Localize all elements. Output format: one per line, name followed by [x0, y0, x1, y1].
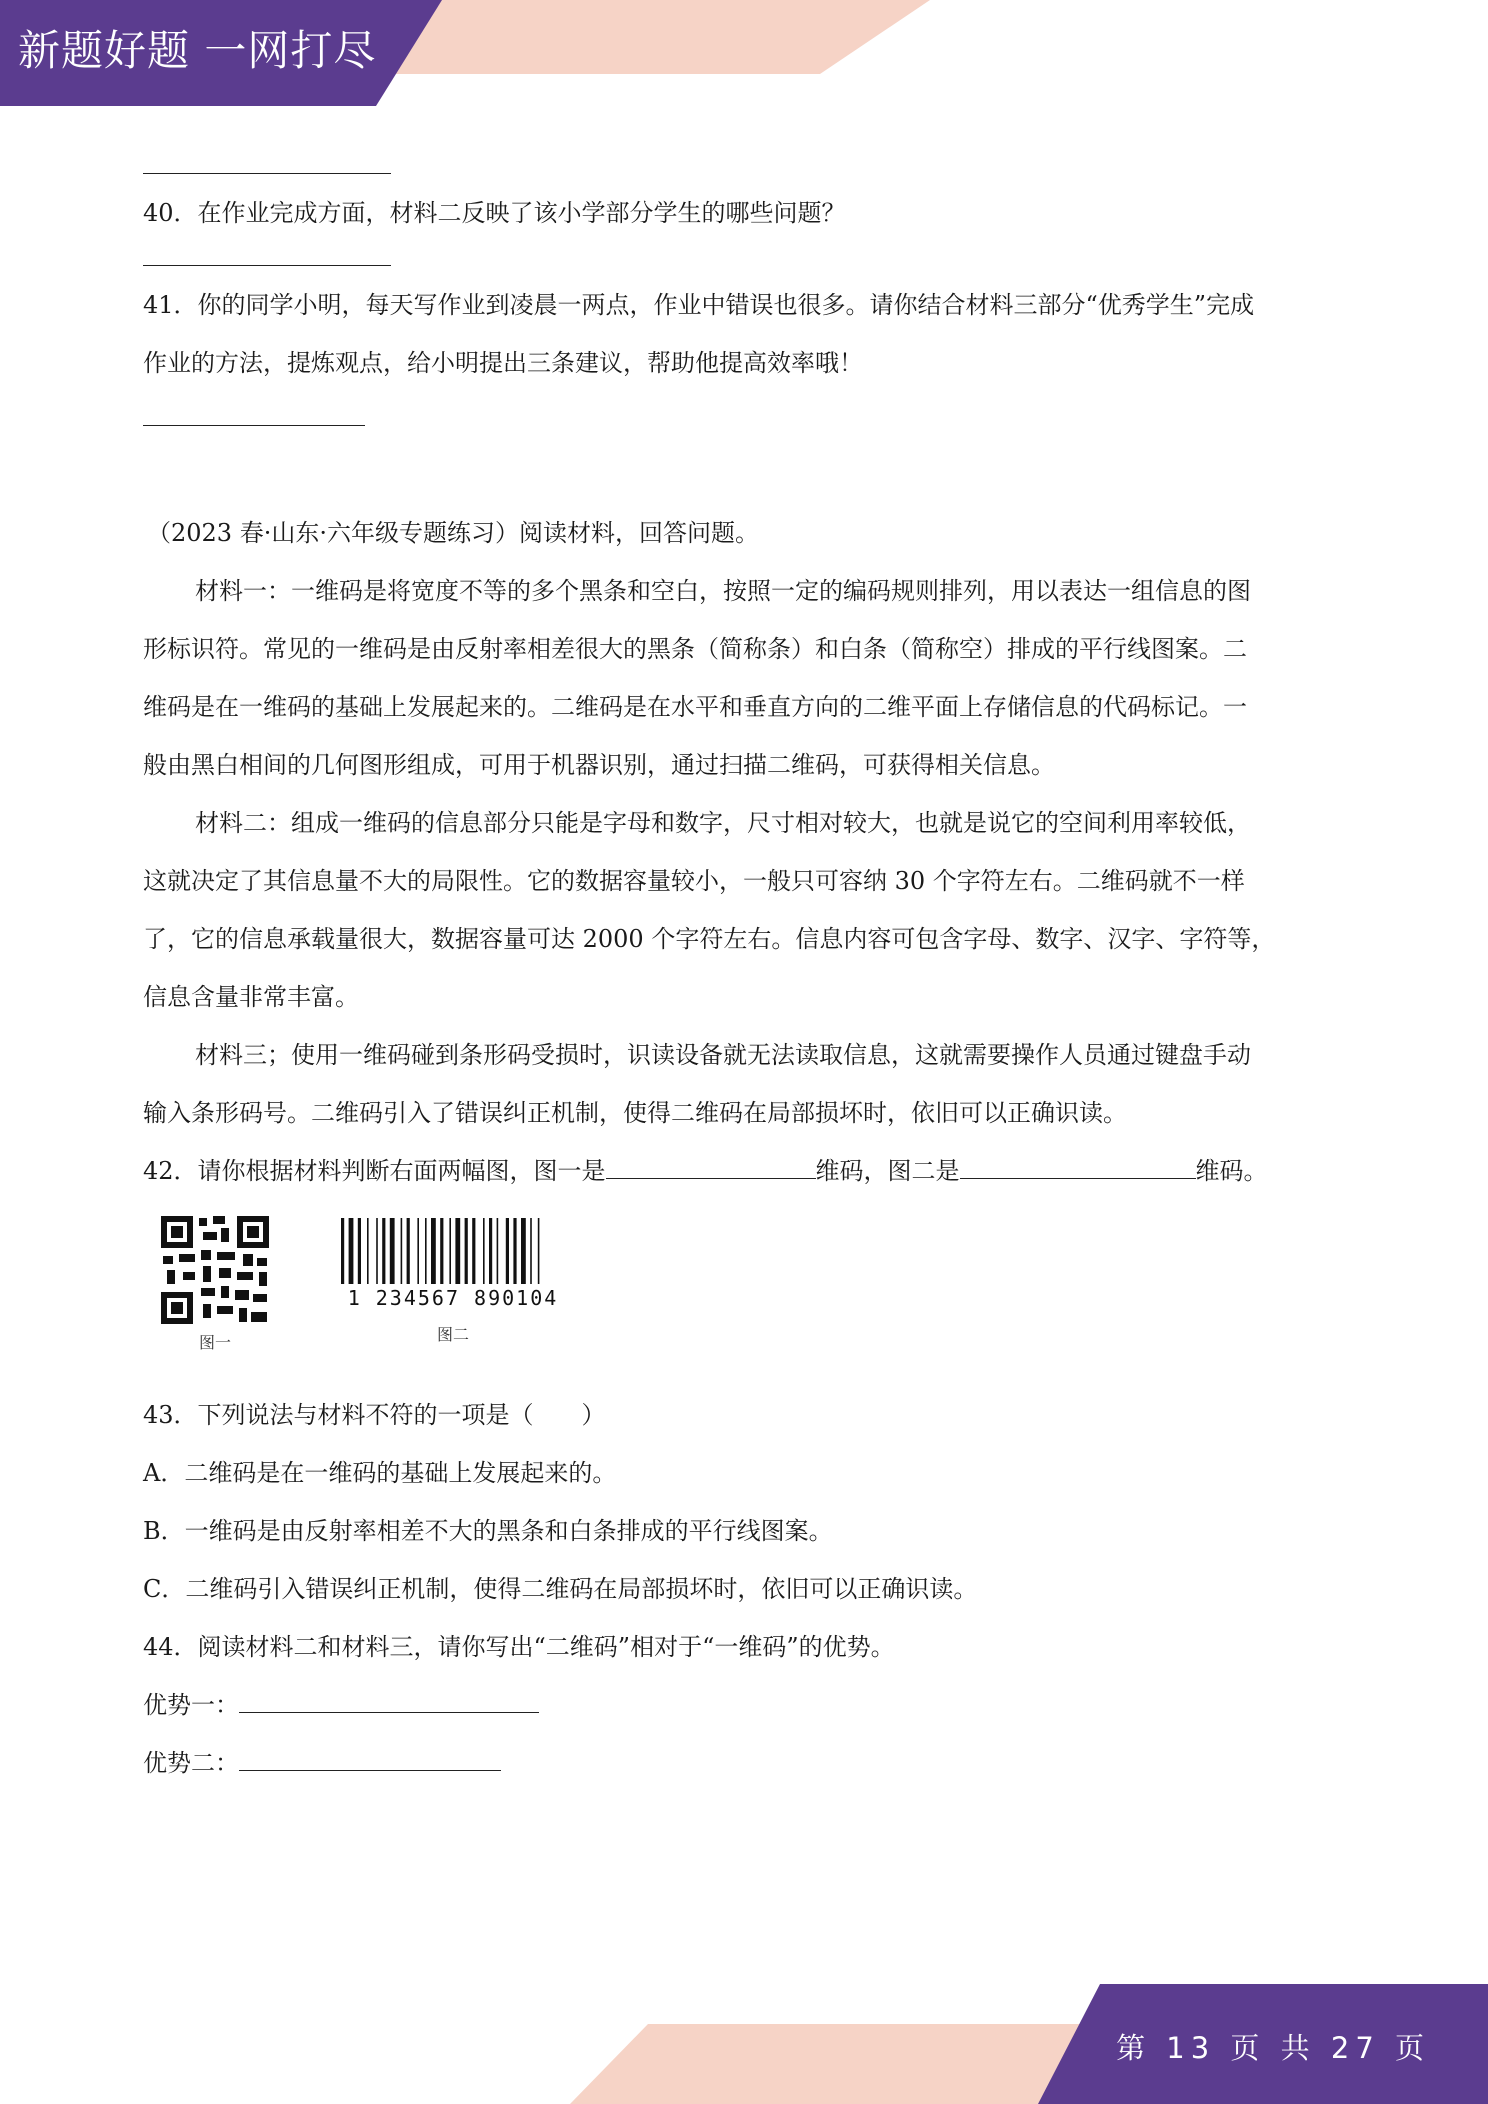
answer-line [143, 150, 1348, 184]
figure-one-caption: 图一 [198, 1333, 231, 1352]
material-one-line: 材料一：一维码是将宽度不等的多个黑条和空白，按照一定的编码规则排列，用以表达一组信息的图 [195, 577, 1251, 605]
barcode-bar [401, 1218, 403, 1284]
barcode-bar [376, 1218, 378, 1284]
question-41-line-1: 41．你的同学小明，每天写作业到凌晨一两点，作业中错误也很多。请你结合材料三部分“优秀学生”完成 [143, 291, 1255, 319]
barcode-bar [341, 1218, 344, 1284]
code-figures [143, 1214, 1348, 1372]
barcode-bar [358, 1218, 361, 1284]
barcode-bar [483, 1218, 485, 1284]
question-43: 43．下列说法与材料不符的一项是（ ） [143, 1401, 606, 1429]
header-title: 新题好题 一网打尽 [18, 26, 377, 75]
barcode-bar [521, 1218, 526, 1284]
advantage-one-label: 优势一： [143, 1691, 239, 1719]
figure-two [329, 1214, 577, 1345]
barcode-bar [431, 1218, 436, 1284]
material-two-line: 信息含量非常丰富。 [143, 983, 359, 1011]
barcode-bar [538, 1218, 540, 1284]
barcode-bar [489, 1218, 492, 1284]
material-three-line: 材料三；使用一维码碰到条形码受损时，识读设备就无法读取信息，这就需要操作人员通过键盘手动 [195, 1041, 1251, 1069]
material-one [143, 562, 1348, 794]
advantage-two [143, 1734, 1348, 1792]
barcode-bar [425, 1218, 427, 1284]
question-42-mid: 维码，图二是 [815, 1157, 960, 1185]
barcode-bar [497, 1218, 499, 1284]
question-44: 44．阅读材料二和材料三，请你写出“二维码”相对于“一维码”的优势。 [143, 1633, 895, 1661]
qr-code-icon [159, 1214, 271, 1326]
material-three [143, 1026, 1348, 1142]
answer-blank-advantage-one[interactable] [239, 1682, 539, 1713]
answer-line [143, 392, 1348, 436]
option-b[interactable]: B．一维码是由反射率相差不大的黑条和白条排成的平行线图案。 [143, 1517, 833, 1545]
barcode-bar [407, 1218, 410, 1284]
question-42 [143, 1142, 1348, 1200]
barcode-number: 1 234567 890104 [329, 1286, 577, 1310]
barcode-bar [506, 1218, 509, 1284]
material-two-line: 了，它的信息承载量很大，数据容量可达 2000 个字符左右。信息内容可包含字母、数字、汉字、字符等， [143, 925, 1276, 953]
answer-blank-fig1[interactable] [606, 1148, 816, 1179]
passage-source: （2023 春·山东·六年级专题练习）阅读材料，回答问题。 [147, 519, 759, 547]
page-content [143, 150, 1348, 1792]
material-two-line: 这就决定了其信息量不大的局限性。它的数据容量较小，一般只可容纳 30 个字符左右。二维码就不一样 [143, 867, 1245, 895]
page-number: 第 13 页 共 27 页 [1116, 2031, 1430, 2065]
figure-one [159, 1214, 271, 1353]
figure-two-caption: 图二 [436, 1325, 469, 1344]
barcode-bar [417, 1218, 419, 1284]
option-a[interactable]: A．二维码是在一维码的基础上发展起来的。 [143, 1459, 617, 1487]
barcode-bar [440, 1218, 443, 1284]
question-40: 40．在作业完成方面，材料二反映了该小学部分学生的哪些问题？ [143, 199, 846, 227]
barcode-bar [472, 1218, 475, 1284]
material-one-line: 般由黑白相间的几何图形组成，可用于机器识别，通过扫描二维码，可获得相关信息。 [143, 751, 1055, 779]
barcode-bar [390, 1218, 395, 1284]
barcode-bar [530, 1218, 532, 1284]
question-42-prefix: 42．请你根据材料判断右面两幅图，图一是 [143, 1157, 606, 1185]
barcode-bar [449, 1218, 451, 1284]
question-41-line-2: 作业的方法，提炼观点，给小明提出三条建议，帮助他提高效率哦！ [143, 349, 863, 377]
question-42-suffix: 维码。 [1195, 1157, 1268, 1185]
barcode-bar [513, 1218, 516, 1284]
barcode-bar [349, 1218, 354, 1284]
material-two [143, 794, 1348, 1026]
header-banner [0, 0, 940, 108]
option-c[interactable]: C．二维码引入错误纠正机制，使得二维码在局部损坏时，依旧可以正确识读。 [143, 1575, 978, 1603]
answer-blank-advantage-two[interactable] [239, 1740, 501, 1771]
answer-line [143, 242, 1348, 276]
answer-blank-fig2[interactable] [960, 1148, 1196, 1179]
barcode-bar [367, 1218, 369, 1284]
barcode-bar [465, 1218, 468, 1284]
material-three-line: 输入条形码号。二维码引入了错误纠正机制，使得二维码在局部损坏时，依旧可以正确识读。 [143, 1099, 1127, 1127]
material-two-line: 材料二：组成一维码的信息部分只能是字母和数字，尺寸相对较大，也就是说它的空间利用率较低， [195, 809, 1251, 837]
material-one-line: 维码是在一维码的基础上发展起来的。二维码是在水平和垂直方向的二维平面上存储信息的代码标记。一 [143, 693, 1247, 721]
material-one-line: 形标识符。常见的一维码是由反射率相差很大的黑条（简称条）和白条（简称空）排成的平行线图案。二 [143, 635, 1247, 663]
barcode-bar [382, 1218, 385, 1284]
advantage-two-label: 优势二： [143, 1749, 239, 1777]
barcode-bar [455, 1218, 460, 1284]
advantage-one [143, 1676, 1348, 1734]
